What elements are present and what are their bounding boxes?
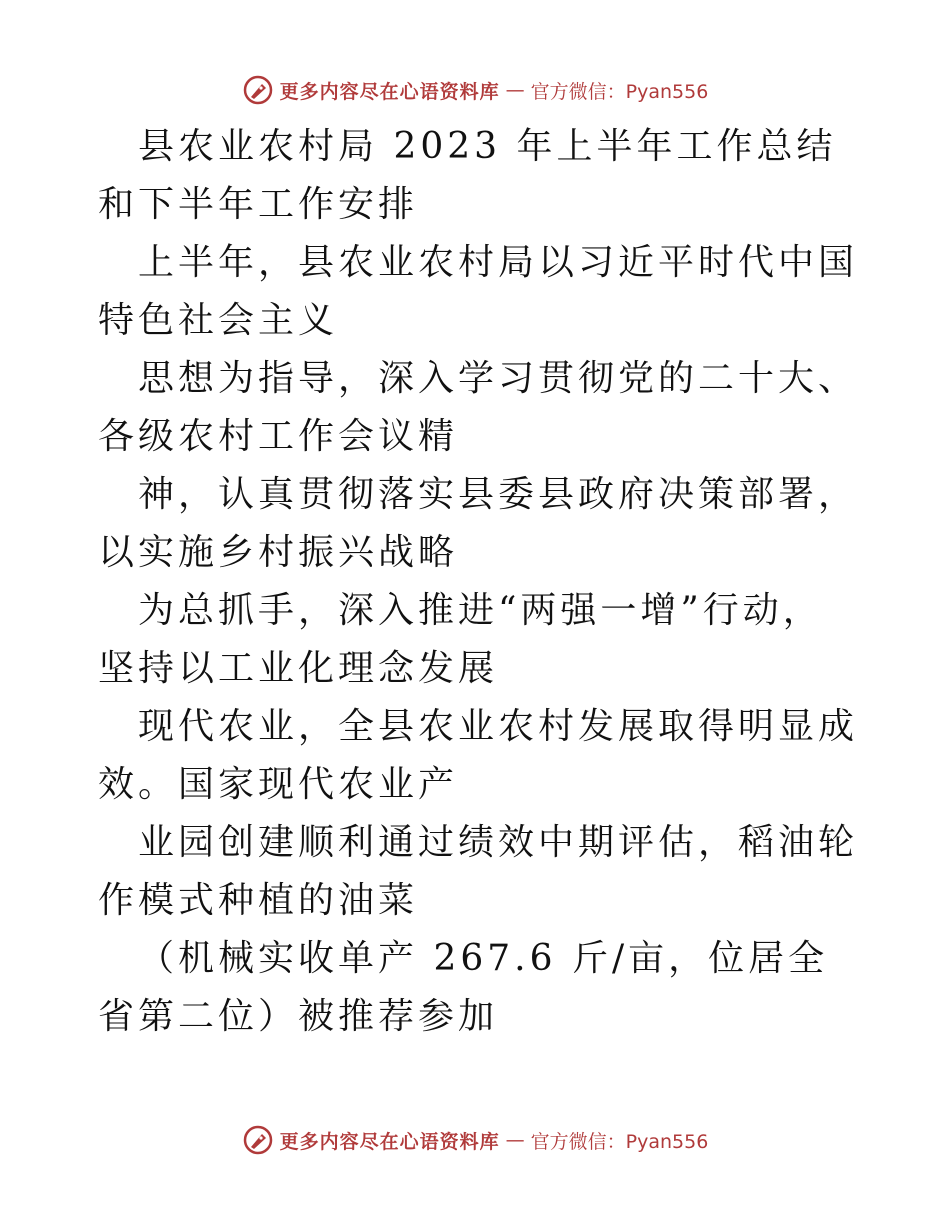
paragraph: 神，认真贯彻落实县委县政府决策部署，以实施乡村振兴战略: [98, 474, 859, 573]
pen-nib-logo-icon: [242, 74, 274, 106]
document-title: 县农业农村局 2023 年上半年工作总结和下半年工作安排: [98, 126, 837, 225]
banner-text: 更多内容尽在心语资料库: [279, 80, 500, 103]
document-body: [98, 118, 858, 1046]
banner-text: 更多内容尽在心语资料库: [279, 1130, 500, 1153]
paragraph: 为总抓手，深入推进“两强一增”行动，坚持以工业化理念发展: [98, 590, 823, 689]
paragraph: 现代农业，全县农业农村发展取得明显成效。国家现代农业产: [98, 706, 859, 805]
pen-nib-logo-icon: [242, 1124, 274, 1156]
banner-separator: —: [505, 79, 525, 101]
paragraph: 业园创建顺利通过绩效中期评估，稻油轮作模式种植的油菜: [98, 822, 859, 921]
banner-contact: 官方微信：Pyan556: [530, 1130, 709, 1153]
paragraph: （机械实收单产 267.6 斤/亩，位居全省第二位）被推荐参加: [98, 938, 829, 1037]
footer-banner: [0, 1120, 950, 1160]
header-banner: [0, 70, 950, 110]
paragraph: 思想为指导，深入学习贯彻党的二十大、各级农村工作会议精: [98, 358, 859, 457]
banner-contact: 官方微信：Pyan556: [530, 80, 709, 103]
paragraph: 上半年，县农业农村局以习近平时代中国特色社会主义: [98, 242, 859, 341]
banner-separator: —: [505, 1129, 525, 1151]
